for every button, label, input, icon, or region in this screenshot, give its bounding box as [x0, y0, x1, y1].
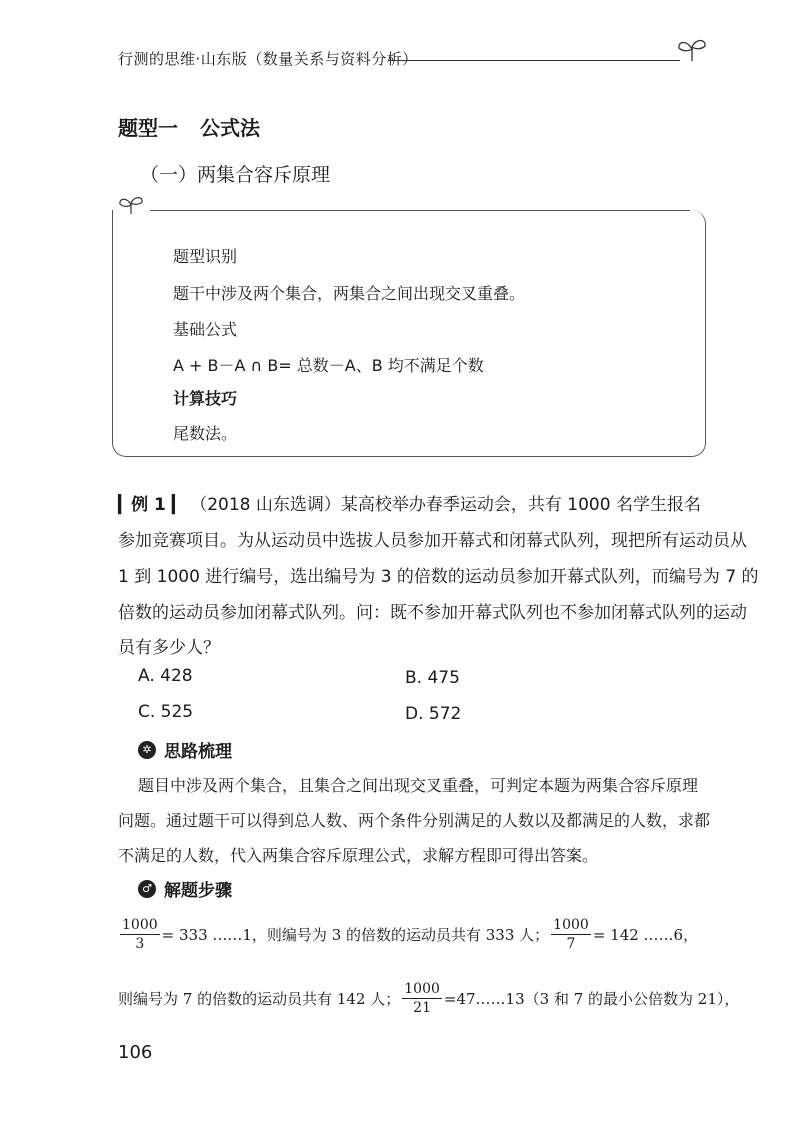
option-d: D. 572: [405, 704, 462, 724]
sprout-icon: [675, 36, 709, 62]
example-text: （2018 山东选调）某高校举办春季运动会，共有 1000 名学生报名: [190, 495, 701, 515]
formula-text: A + B－A ∩ B= 总数－A、B 均不满足个数: [173, 356, 484, 375]
identify-label: 题型识别: [173, 247, 238, 266]
tip-text: 尾数法。: [173, 424, 238, 443]
solution-text: = 142 ……6，: [592, 926, 699, 944]
section-title: [118, 112, 282, 141]
solution-text: = 333 ……1，则编号为 3 的倍数的运动员共有 333 人；: [161, 926, 550, 944]
section-number: 题型一: [118, 116, 178, 140]
fraction: $\frac{1000}{3}$: [122, 917, 158, 952]
example-tag: ▎例 1 ▎: [118, 495, 185, 515]
fraction: $\frac{1000}{21}$: [404, 981, 440, 1016]
solution-step-2: [118, 980, 739, 1017]
solution-heading-text: 解题步骤: [164, 881, 232, 901]
solution-text: =47……13（3 和 7 的最小公倍数为 21），: [443, 990, 740, 1008]
analysis-line: 问题。通过题干可以得到总人数、两个条件分别满足的人数以及都满足的人数，求都: [118, 811, 711, 830]
mars-icon: ♂: [138, 880, 156, 898]
option-b: B. 475: [405, 668, 460, 688]
example-line: 参加竞赛项目。为从运动员中选拔人员参加开幕式和闭幕式队列，现把所有运动员从: [118, 531, 747, 551]
example-line: 1 到 1000 进行编号，选出编号为 3 的倍数的运动员参加开幕式队列，而编号为 7 的: [118, 567, 759, 587]
analysis-heading: [138, 737, 232, 762]
example-line: 倍数的运动员参加闭幕式队列。问：既不参加开幕式队列也不参加闭幕式队列的运动: [118, 603, 747, 623]
solution-text: 则编号为 7 的倍数的运动员共有 142 人；: [118, 990, 401, 1008]
analysis-line: 不满足的人数，代入两集合容斥原理公式，求解方程即可得出答案。: [118, 846, 599, 865]
analysis-line: 题目中涉及两个集合，且集合之间出现交叉重叠，可判定本题为两集合容斥原理: [138, 776, 699, 795]
analysis-heading-text: 思路梳理: [164, 742, 232, 762]
gear-icon: ✲: [138, 741, 156, 759]
page-number: 106: [118, 1042, 153, 1063]
header-rule: [388, 60, 680, 61]
solution-heading: [138, 876, 232, 901]
option-c: C. 525: [138, 702, 194, 722]
solution-step-1: [118, 916, 698, 953]
example-line: 员有多少人？: [118, 638, 220, 658]
option-a: A. 428: [138, 666, 193, 686]
tip-label: 计算技巧: [173, 389, 238, 408]
example-line: [118, 490, 701, 515]
section-name: 公式法: [200, 116, 260, 140]
identify-text: 题干中涉及两个集合，两集合之间出现交叉重叠。: [173, 284, 526, 303]
subsection-title: （一）两集合容斥原理: [140, 164, 331, 186]
fraction: $\frac{1000}{7}$: [553, 917, 589, 952]
formula-label: 基础公式: [173, 320, 238, 339]
running-header: 行测的思维·山东版（数量关系与资料分析）: [118, 50, 418, 68]
